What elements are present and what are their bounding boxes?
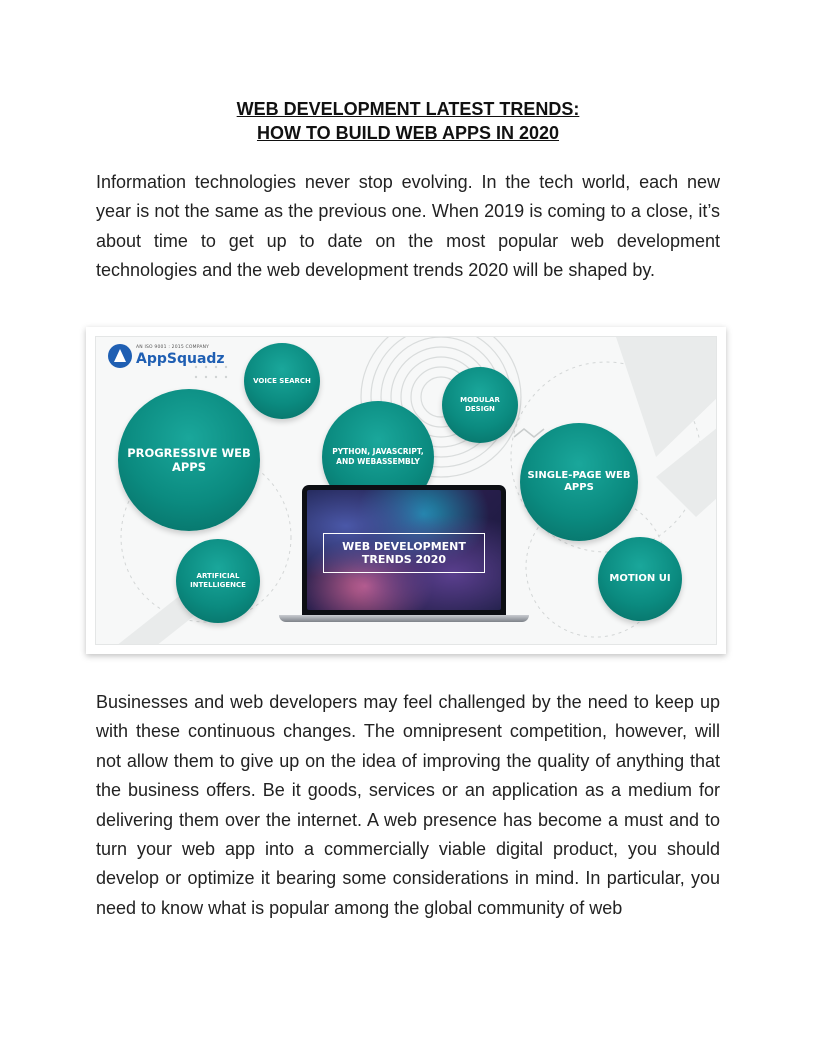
logo-tagline: AN ISO 9001 : 2015 COMPANY — [136, 344, 210, 350]
body-paragraph: Businesses and web developers may feel challenged by the need to keep up with these continuous changes. The omnipresent competition, however, will not allow them to give up on the idea of improving the quality of anything that the business offers. Be it goods, services or an application as a medium for delivering them over the internet. A web presence has become a must and to turn your web app into a commercially viable digital product, you should develop or optimize it bearing some considerations in mind. In particular, you need to know what is popular among the global community of web — [96, 692, 720, 918]
trends-infographic — [86, 327, 726, 654]
page-title — [96, 97, 720, 145]
laptop-base — [279, 615, 529, 622]
logo-a-icon — [108, 344, 132, 368]
bubble-artificial-intelligence: ARTIFICIAL INTELLIGENCE — [176, 539, 260, 623]
screen-caption-line-2: TRENDS 2020 — [361, 553, 447, 566]
logo-name: AppSquadz — [136, 351, 225, 368]
brand-logo — [108, 341, 225, 371]
bubble-python-javascript: PYTHON, JAVASCRIPT, AND WEBASSEMBLY — [322, 401, 434, 513]
bubble-voice-search: VOICE SEARCH — [244, 343, 320, 419]
screen-caption-line-1: WEB DEVELOPMENT — [342, 540, 466, 553]
bubble-single-page: SINGLE-PAGE WEB APPS — [520, 423, 638, 541]
title-line-1: WEB DEVELOPMENT LATEST TRENDS: — [236, 99, 580, 119]
screen-caption-box — [323, 533, 485, 573]
bubble-modular-design: MODULAR DESIGN — [442, 367, 518, 443]
infographic-canvas — [95, 336, 717, 645]
laptop-wallpaper — [307, 490, 501, 610]
bubble-motion-ui: MOTION UI — [598, 537, 682, 621]
title-line-2: HOW TO BUILD WEB APPS IN 2020 — [256, 123, 560, 143]
intro-paragraph: Information technologies never stop evolving. In the tech world, each new year is not the same as the previous one. When 2019 is coming to a close, it’s about time to get up to date on the most popular web development technologies and the web development trends 2020 will be shaped by. — [96, 172, 720, 281]
laptop-screen — [302, 485, 506, 615]
bubble-progressive-web-apps: PROGRESSIVE WEB APPS — [118, 389, 260, 531]
